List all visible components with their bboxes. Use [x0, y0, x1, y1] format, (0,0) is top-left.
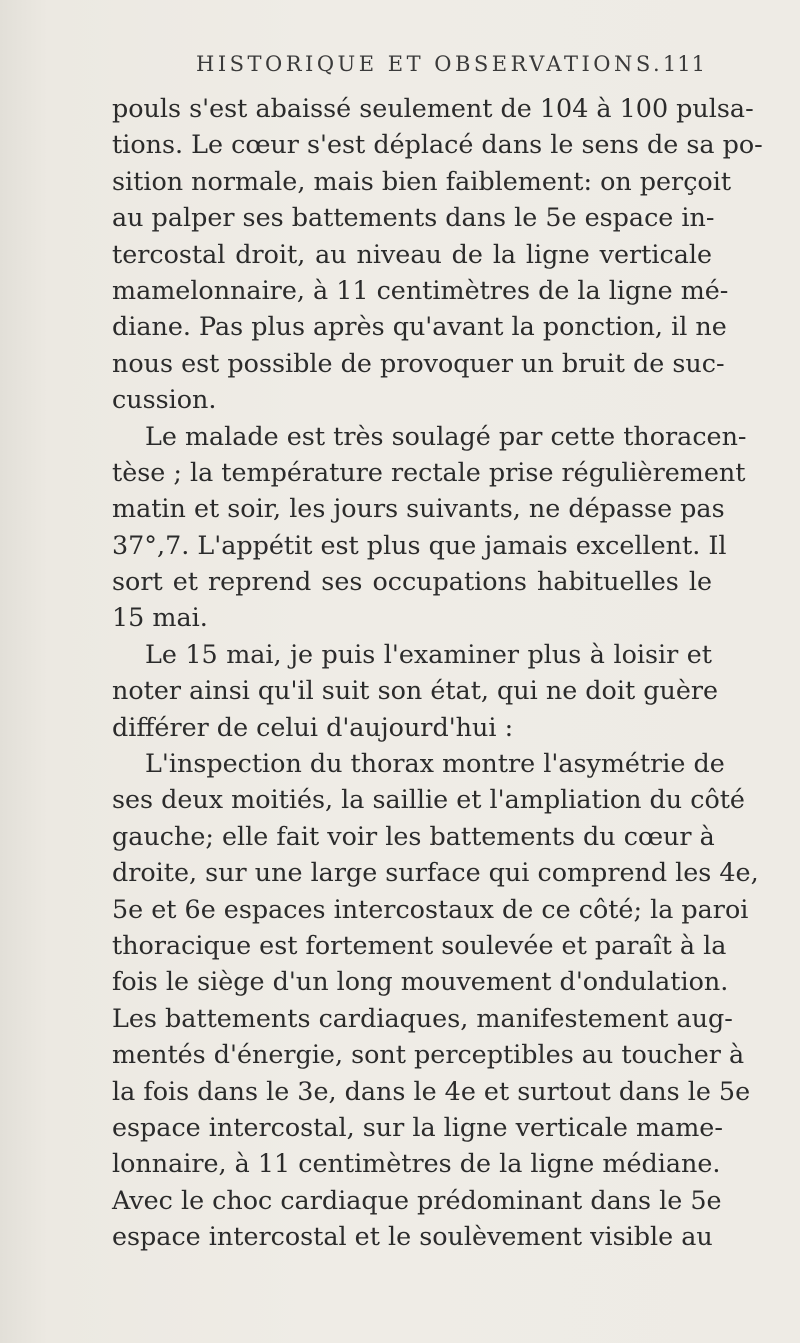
text-line: Avec le choc cardiaque prédominant dans le 5e [112, 1184, 722, 1215]
running-head [196, 52, 706, 82]
text-line: mentés d'énergie, sont perceptibles au toucher à [112, 1039, 745, 1070]
text-line: 37°,7. L'appétit est plus que jamais excellent. Il [112, 529, 727, 560]
text-line: tercostal droit, au niveau de la ligne verticale [112, 238, 712, 269]
text-line: espace intercostal et le soulèvement visible au [112, 1221, 713, 1252]
text-line: noter ainsi qu'il suit son état, qui ne doit guère [112, 675, 719, 706]
text-line: au palper ses battements dans le 5e espace in- [112, 202, 715, 233]
text-line: tions. Le cœur s'est déplacé dans le sens de sa po- [112, 129, 763, 160]
text-line: la fois dans le 3e, dans le 4e et surtout dans le 5e [112, 1075, 751, 1106]
text-line: Le 15 mai, je puis l'examiner plus à loisir et [145, 638, 712, 669]
body-text [112, 90, 763, 1255]
text-line: L'inspection du thorax montre l'asymétrie de [145, 748, 725, 779]
text-line: gauche; elle fait voir les battements du cœur à [112, 820, 715, 851]
text-line: pouls s'est abaissé seulement de 104 à 100 pulsa- [112, 93, 754, 123]
text-line: ses deux moitiés, la saillie et l'ampliation du côté [112, 784, 745, 815]
text-line: matin et soir, les jours suivants, ne dépasse pas [112, 493, 725, 524]
text-line: Les battements cardiaques, manifestement aug- [112, 1002, 733, 1033]
text-line: tèse ; la température rectale prise régulièrement [112, 456, 746, 487]
text-line: Le malade est très soulagé par cette thoracen- [145, 420, 747, 451]
text-line: thoracique est fortement soulevée et paraît à la [112, 929, 727, 960]
text-line: lonnaire, à 11 centimètres de la ligne médiane. [112, 1148, 721, 1179]
text-line: sort et reprend ses occupations habituelles le [112, 566, 712, 597]
running-head-title: HISTORIQUE ET OBSERVATIONS. [196, 52, 664, 76]
text-line: 15 mai. [112, 602, 208, 633]
text-line: diane. Pas plus après qu'avant la ponction, il ne [112, 311, 727, 342]
text-line: mamelonnaire, à 11 centimètres de la ligne mé- [112, 274, 729, 305]
text-line: différer de celui d'aujourd'hui : [112, 711, 514, 742]
text-line: espace intercostal, sur la ligne verticale mame- [112, 1111, 723, 1142]
text-line: sition normale, mais bien faiblement: on perçoit [112, 165, 732, 196]
page-number: 111 [662, 52, 706, 76]
text-line: droite, sur une large surface qui comprend les 4e, [112, 857, 759, 888]
text-line: cussion. [112, 384, 217, 415]
text-line: fois le siège d'un long mouvement d'ondulation. [112, 966, 729, 997]
text-line: nous est possible de provoquer un bruit de suc- [112, 347, 725, 378]
text-line: 5e et 6e espaces intercostaux de ce côté; la paroi [112, 893, 749, 924]
